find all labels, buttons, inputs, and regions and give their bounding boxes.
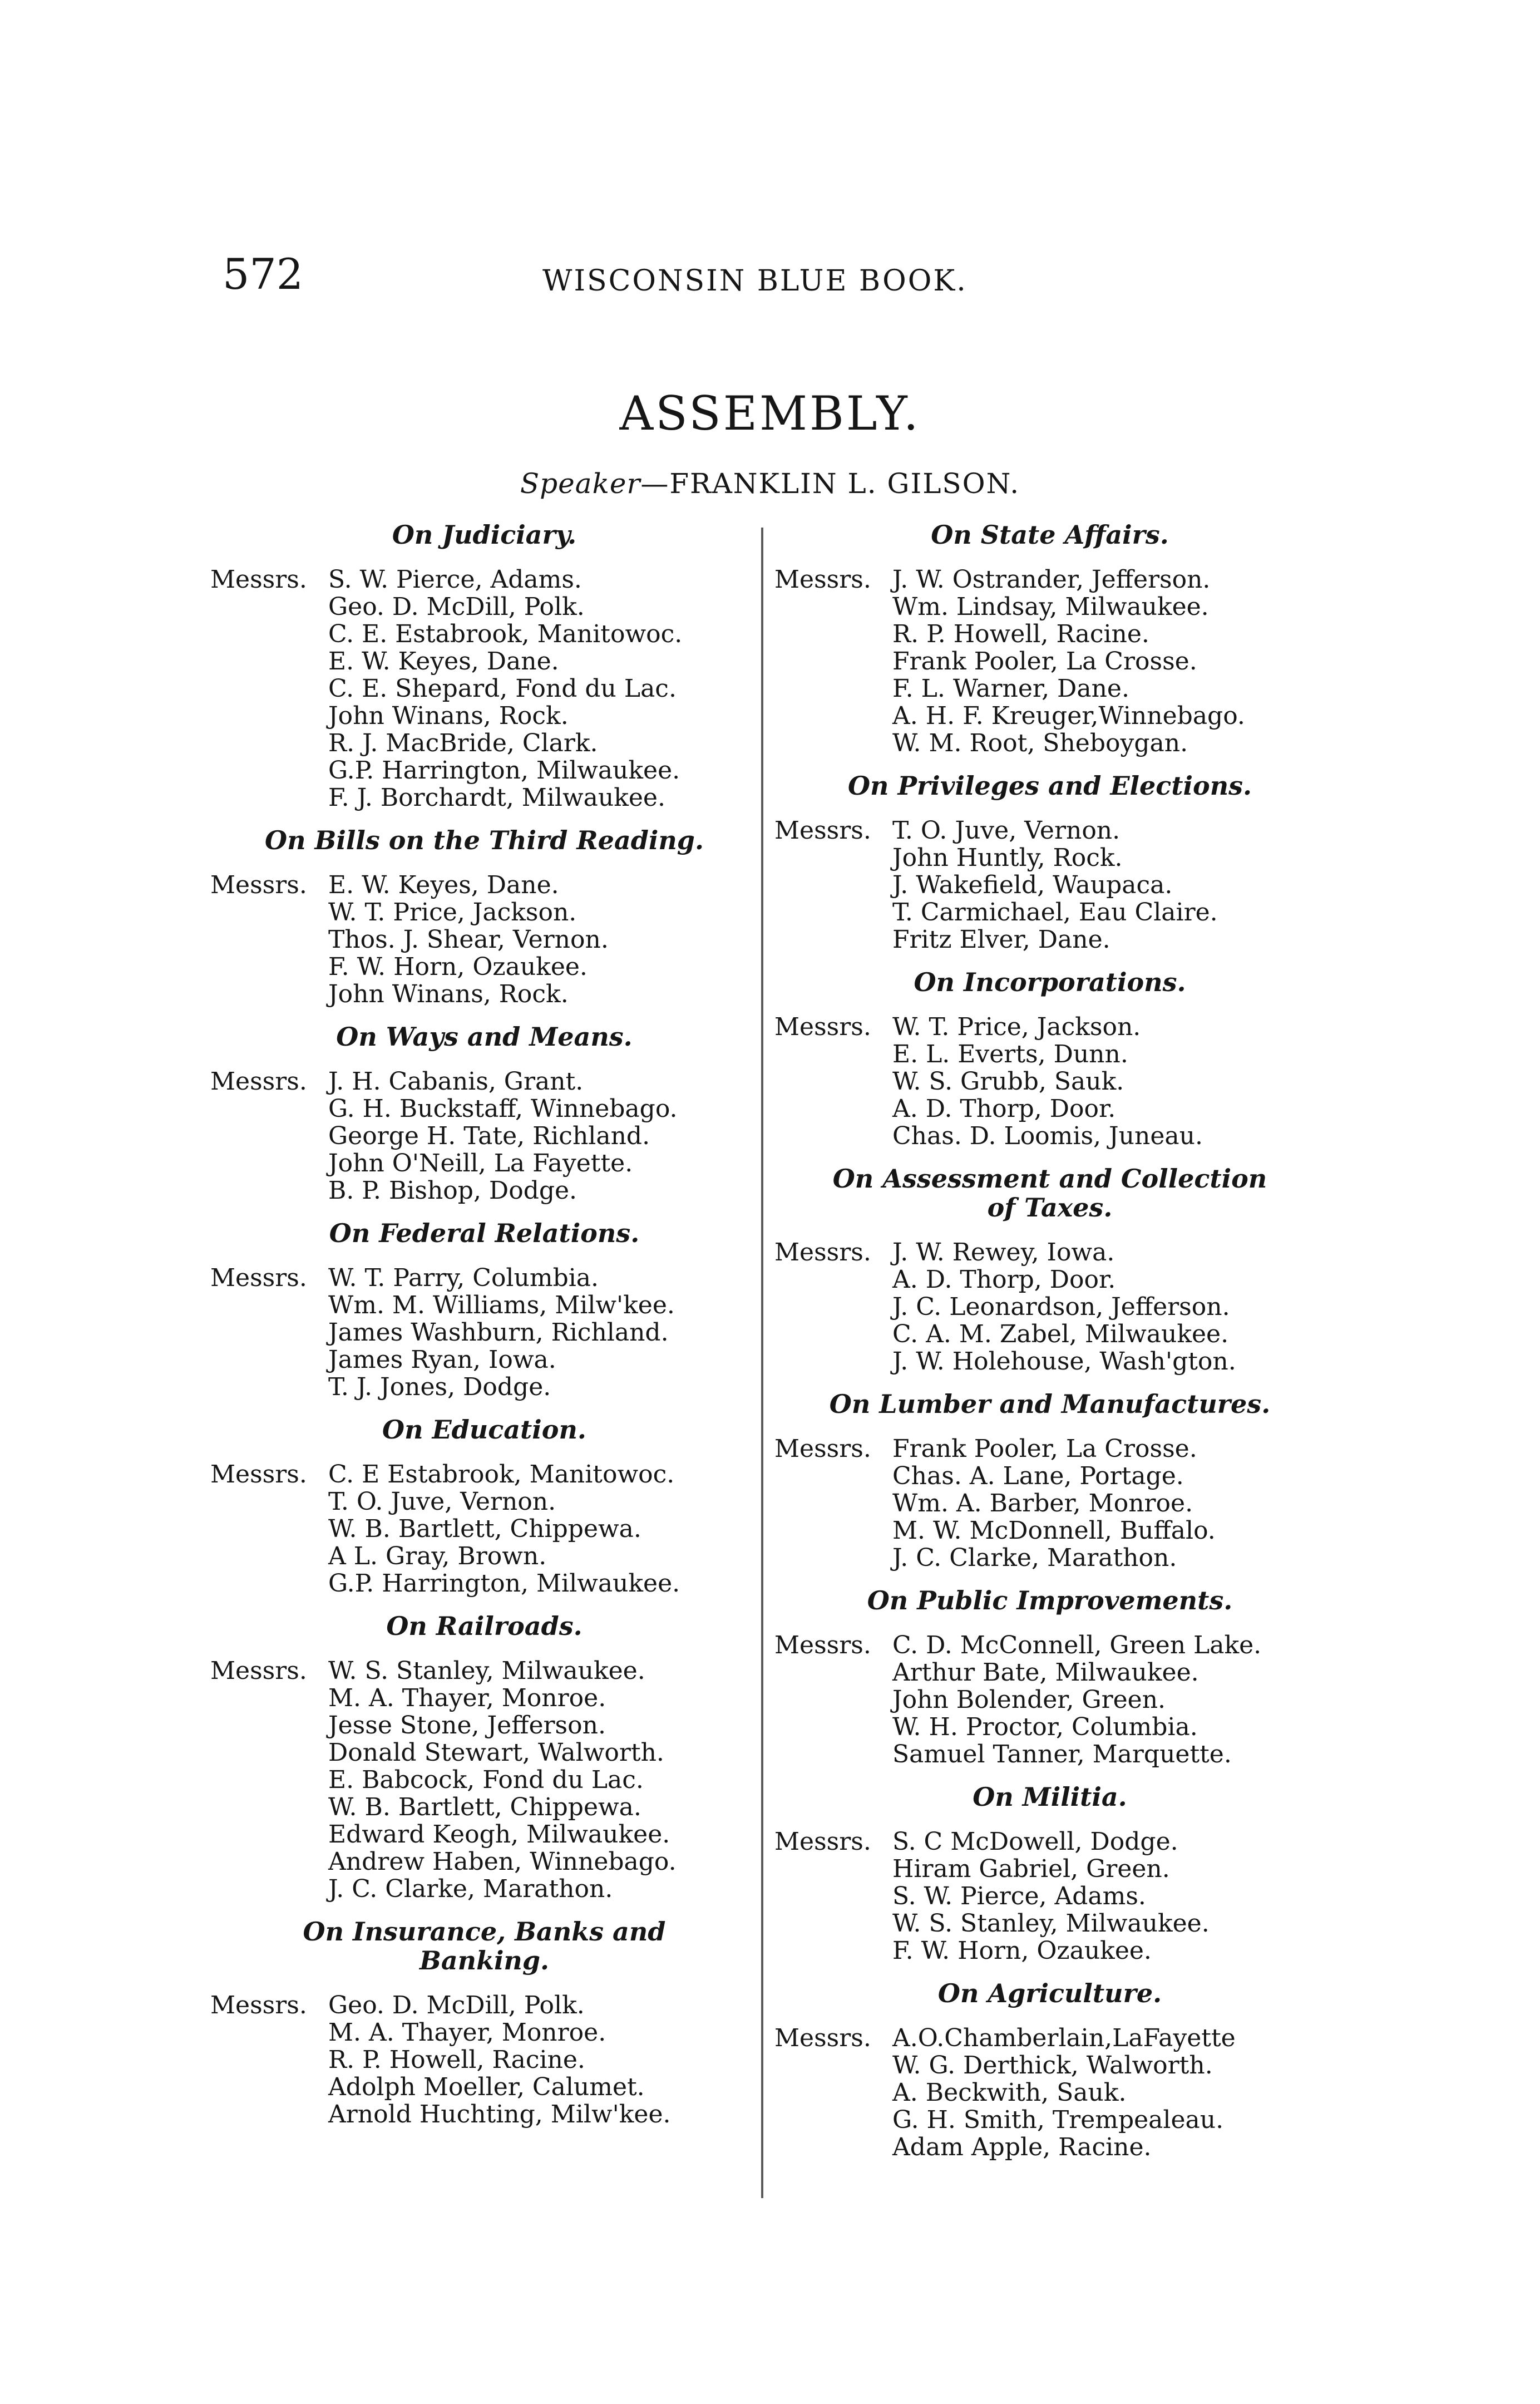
speaker-name: FRANKLIN L. GILSON.: [669, 467, 1020, 500]
member-name: Wm. Lindsay, Milwaukee.: [892, 593, 1209, 621]
member-name: T. O. Juve, Vernon.: [892, 816, 1121, 845]
member-name: Wm. M. Williams, Milw'kee.: [328, 1291, 675, 1319]
messrs-label: Messrs.: [210, 871, 307, 899]
member-list: [774, 1828, 1325, 1964]
committee-title: On Insurance, Banks and Banking.: [303, 1917, 666, 1976]
member-name: W. B. Bartlett, Chippewa.: [328, 1515, 641, 1543]
left-column: [210, 520, 758, 2142]
member-name: S. W. Pierce, Adams.: [892, 1882, 1146, 1910]
member-name: Geo. D. McDill, Polk.: [328, 1991, 585, 2019]
member-names: [328, 871, 609, 1008]
member-name: F. W. Horn, Ozaukee.: [892, 1937, 1152, 1965]
member-name: W. S. Stanley, Milwaukee.: [892, 1909, 1210, 1938]
member-list: [774, 817, 1325, 953]
running-title: WISCONSIN BLUE BOOK.: [542, 264, 968, 298]
member-name: Thos. J. Shear, Vernon.: [328, 925, 609, 954]
member-name: John O'Neill, La Fayette.: [328, 1149, 633, 1178]
member-name: A. Beckwith, Sauk.: [892, 2078, 1127, 2107]
committee-title: On Education.: [382, 1415, 586, 1445]
messrs-label: Messrs.: [774, 1827, 871, 1856]
committee-title: On Incorporations.: [914, 967, 1186, 997]
member-list: [210, 871, 758, 1008]
member-name: B. P. Bishop, Dodge.: [328, 1176, 578, 1205]
member-names: [892, 1828, 1210, 1964]
member-name: T. O. Juve, Vernon.: [328, 1487, 556, 1516]
member-name: J. W. Rewey, Iowa.: [892, 1238, 1115, 1267]
member-name: J. C. Clarke, Marathon.: [328, 1875, 613, 1903]
member-name: A. D. Thorp, Door.: [892, 1265, 1116, 1294]
committee-block: [774, 771, 1325, 953]
member-name: Hiram Gabriel, Green.: [892, 1855, 1170, 1883]
member-name: F. J. Borchardt, Milwaukee.: [328, 784, 665, 812]
member-name: M. W. McDonnell, Buffalo.: [892, 1516, 1216, 1545]
committee-block: [210, 1415, 758, 1597]
member-name: J. C. Clarke, Marathon.: [892, 1544, 1177, 1572]
right-column: [774, 520, 1325, 2175]
member-list: [774, 1013, 1325, 1150]
member-names: [892, 1632, 1261, 1768]
member-name: Frank Pooler, La Crosse.: [892, 1435, 1197, 1463]
messrs-label: Messrs.: [210, 1264, 307, 1292]
committee-block: [210, 1917, 758, 2128]
member-names: [892, 1435, 1216, 1572]
member-list: [774, 1632, 1325, 1768]
member-name: Arnold Huchting, Milw'kee.: [328, 2100, 671, 2129]
member-name: C. E Estabrook, Manitowoc.: [328, 1460, 675, 1489]
member-name: Edward Keogh, Milwaukee.: [328, 1820, 670, 1849]
member-name: John Huntly, Rock.: [892, 844, 1123, 872]
committee-title: On Judiciary.: [392, 520, 577, 550]
committee-title: On Federal Relations.: [329, 1218, 640, 1248]
member-name: E. L. Everts, Dunn.: [892, 1040, 1128, 1068]
messrs-label: Messrs.: [210, 1067, 307, 1096]
member-names: [328, 1461, 680, 1597]
member-list: [774, 2024, 1325, 2161]
column-divider: [761, 528, 763, 2198]
speaker-role: Speaker: [520, 467, 641, 500]
member-name: E. Babcock, Fond du Lac.: [328, 1766, 644, 1794]
member-name: W. G. Derthick, Walworth.: [892, 2051, 1213, 2080]
member-name: Samuel Tanner, Marquette.: [892, 1740, 1232, 1768]
committee-title: On Lumber and Manufactures.: [829, 1389, 1271, 1419]
member-name: Andrew Haben, Winnebago.: [328, 1848, 677, 1876]
member-name: James Washburn, Richland.: [328, 1318, 669, 1347]
member-name: A.O.Chamberlain,LaFayette: [892, 2024, 1236, 2052]
member-name: Frank Pooler, La Crosse.: [892, 647, 1197, 676]
member-name: E. W. Keyes, Dane.: [328, 871, 559, 899]
messrs-label: Messrs.: [774, 816, 871, 845]
member-name: G.P. Harrington, Milwaukee.: [328, 1569, 680, 1598]
member-name: M. A. Thayer, Monroe.: [328, 2018, 606, 2047]
member-name: J. C. Leonardson, Jefferson.: [892, 1293, 1230, 1321]
member-names: [892, 1013, 1203, 1150]
committee-block: [774, 1164, 1325, 1375]
messrs-label: Messrs.: [210, 1991, 307, 2019]
committee-block: [774, 1390, 1325, 1572]
member-names: [892, 1239, 1236, 1375]
member-names: [892, 817, 1218, 953]
member-name: W. B. Bartlett, Chippewa.: [328, 1793, 641, 1821]
page-title: ASSEMBLY.: [619, 386, 921, 441]
member-name: A. H. F. Kreuger,Winnebago.: [892, 702, 1245, 730]
messrs-label: Messrs.: [774, 1435, 871, 1463]
member-name: Geo. D. McDill, Polk.: [328, 593, 585, 621]
member-name: S. W. Pierce, Adams.: [328, 565, 582, 594]
messrs-label: Messrs.: [774, 1238, 871, 1267]
member-name: J. W. Holehouse, Wash'gton.: [892, 1347, 1236, 1376]
member-name: Fritz Elver, Dane.: [892, 925, 1110, 954]
committee-block: [210, 520, 758, 811]
committee-block: [210, 1612, 758, 1903]
messrs-label: Messrs.: [210, 565, 307, 594]
member-name: G.P. Harrington, Milwaukee.: [328, 756, 680, 785]
messrs-label: Messrs.: [774, 565, 871, 594]
member-name: G. H. Buckstaff, Winnebago.: [328, 1095, 678, 1123]
committee-title: On Ways and Means.: [336, 1022, 633, 1052]
committee-title: On Militia.: [973, 1782, 1127, 1812]
member-names: [328, 1992, 670, 2128]
member-list: [210, 1657, 758, 1903]
member-name: E. W. Keyes, Dane.: [328, 647, 559, 676]
committee-block: [210, 1022, 758, 1204]
committee-title: On Railroads.: [386, 1611, 583, 1641]
committee-block: [774, 968, 1325, 1150]
member-list: [210, 1461, 758, 1597]
member-name: W. T. Price, Jackson.: [328, 898, 577, 927]
member-name: Donald Stewart, Walworth.: [328, 1738, 664, 1767]
member-name: Wm. A. Barber, Monroe.: [892, 1489, 1193, 1518]
committee-title: On Bills on the Third Reading.: [265, 825, 704, 855]
member-name: Arthur Bate, Milwaukee.: [892, 1658, 1199, 1687]
member-name: F. W. Horn, Ozaukee.: [328, 953, 588, 981]
member-list: [210, 1992, 758, 2128]
messrs-label: Messrs.: [774, 1631, 871, 1659]
member-list: [774, 1435, 1325, 1572]
member-name: W. T. Price, Jackson.: [892, 1013, 1141, 1041]
member-name: Adolph Moeller, Calumet.: [328, 2073, 645, 2101]
member-list: [210, 1068, 758, 1204]
member-list: [210, 566, 758, 811]
member-name: John Winans, Rock.: [328, 980, 569, 1008]
page-number: 572: [223, 249, 304, 299]
member-name: C. D. McConnell, Green Lake.: [892, 1631, 1262, 1659]
member-names: [328, 566, 682, 811]
member-names: [328, 1068, 678, 1204]
member-name: R. J. MacBride, Clark.: [328, 729, 598, 757]
member-name: George H. Tate, Richland.: [328, 1122, 650, 1150]
member-name: J. W. Ostrander, Jefferson.: [892, 565, 1211, 594]
member-name: Adam Apple, Racine.: [892, 2133, 1152, 2161]
member-name: Jesse Stone, Jefferson.: [328, 1711, 606, 1740]
member-list: [774, 1239, 1325, 1375]
committee-block: [774, 1586, 1325, 1768]
committee-title: On Public Improvements.: [867, 1585, 1233, 1615]
member-name: R. P. Howell, Racine.: [328, 2046, 585, 2074]
member-name: C. E. Estabrook, Manitowoc.: [328, 620, 683, 648]
member-name: John Bolender, Green.: [892, 1686, 1166, 1714]
member-name: James Ryan, Iowa.: [328, 1346, 556, 1374]
member-name: W. M. Root, Sheboygan.: [892, 729, 1188, 757]
committee-block: [210, 826, 758, 1008]
member-list: [774, 566, 1325, 757]
committee-title: On Privileges and Elections.: [847, 771, 1252, 801]
member-names: [892, 566, 1245, 757]
member-name: G. H. Smith, Trempealeau.: [892, 2106, 1224, 2134]
member-name: A L. Gray, Brown.: [328, 1542, 547, 1570]
committee-title: On Agriculture.: [937, 1978, 1162, 2008]
member-name: R. P. Howell, Racine.: [892, 620, 1149, 648]
member-name: C. E. Shepard, Fond du Lac.: [328, 674, 677, 703]
member-name: J. H. Cabanis, Grant.: [328, 1067, 584, 1096]
speaker-line: [0, 467, 1540, 500]
messrs-label: Messrs.: [210, 1657, 307, 1685]
member-list: [210, 1264, 758, 1401]
member-name: C. A. M. Zabel, Milwaukee.: [892, 1320, 1229, 1348]
committee-title: On State Affairs.: [931, 520, 1169, 550]
member-name: Chas. A. Lane, Portage.: [892, 1462, 1184, 1490]
member-name: M. A. Thayer, Monroe.: [328, 1684, 606, 1712]
speaker-dash: —: [640, 467, 670, 500]
messrs-label: Messrs.: [774, 2024, 871, 2052]
member-name: S. C McDowell, Dodge.: [892, 1827, 1178, 1856]
committee-block: [774, 1782, 1325, 1964]
committee-title: On Assessment and Collection of Taxes.: [832, 1164, 1267, 1223]
member-names: [328, 1264, 675, 1401]
member-name: W. S. Stanley, Milwaukee.: [328, 1657, 645, 1685]
member-name: W. H. Proctor, Columbia.: [892, 1713, 1198, 1741]
messrs-label: Messrs.: [774, 1013, 871, 1041]
committee-block: [210, 1219, 758, 1401]
member-name: F. L. Warner, Dane.: [892, 674, 1129, 703]
member-name: T. Carmichael, Eau Claire.: [892, 898, 1218, 927]
committee-block: [774, 520, 1325, 757]
member-name: W. T. Parry, Columbia.: [328, 1264, 599, 1292]
member-name: John Winans, Rock.: [328, 702, 569, 730]
member-name: A. D. Thorp, Door.: [892, 1095, 1116, 1123]
messrs-label: Messrs.: [210, 1460, 307, 1489]
member-names: [328, 1657, 677, 1903]
member-name: J. Wakefield, Waupaca.: [892, 871, 1173, 899]
committee-block: [774, 1979, 1325, 2161]
member-name: W. S. Grubb, Sauk.: [892, 1067, 1124, 1096]
member-name: T. J. Jones, Dodge.: [328, 1373, 551, 1401]
member-names: [892, 2024, 1236, 2161]
member-name: Chas. D. Loomis, Juneau.: [892, 1122, 1203, 1150]
